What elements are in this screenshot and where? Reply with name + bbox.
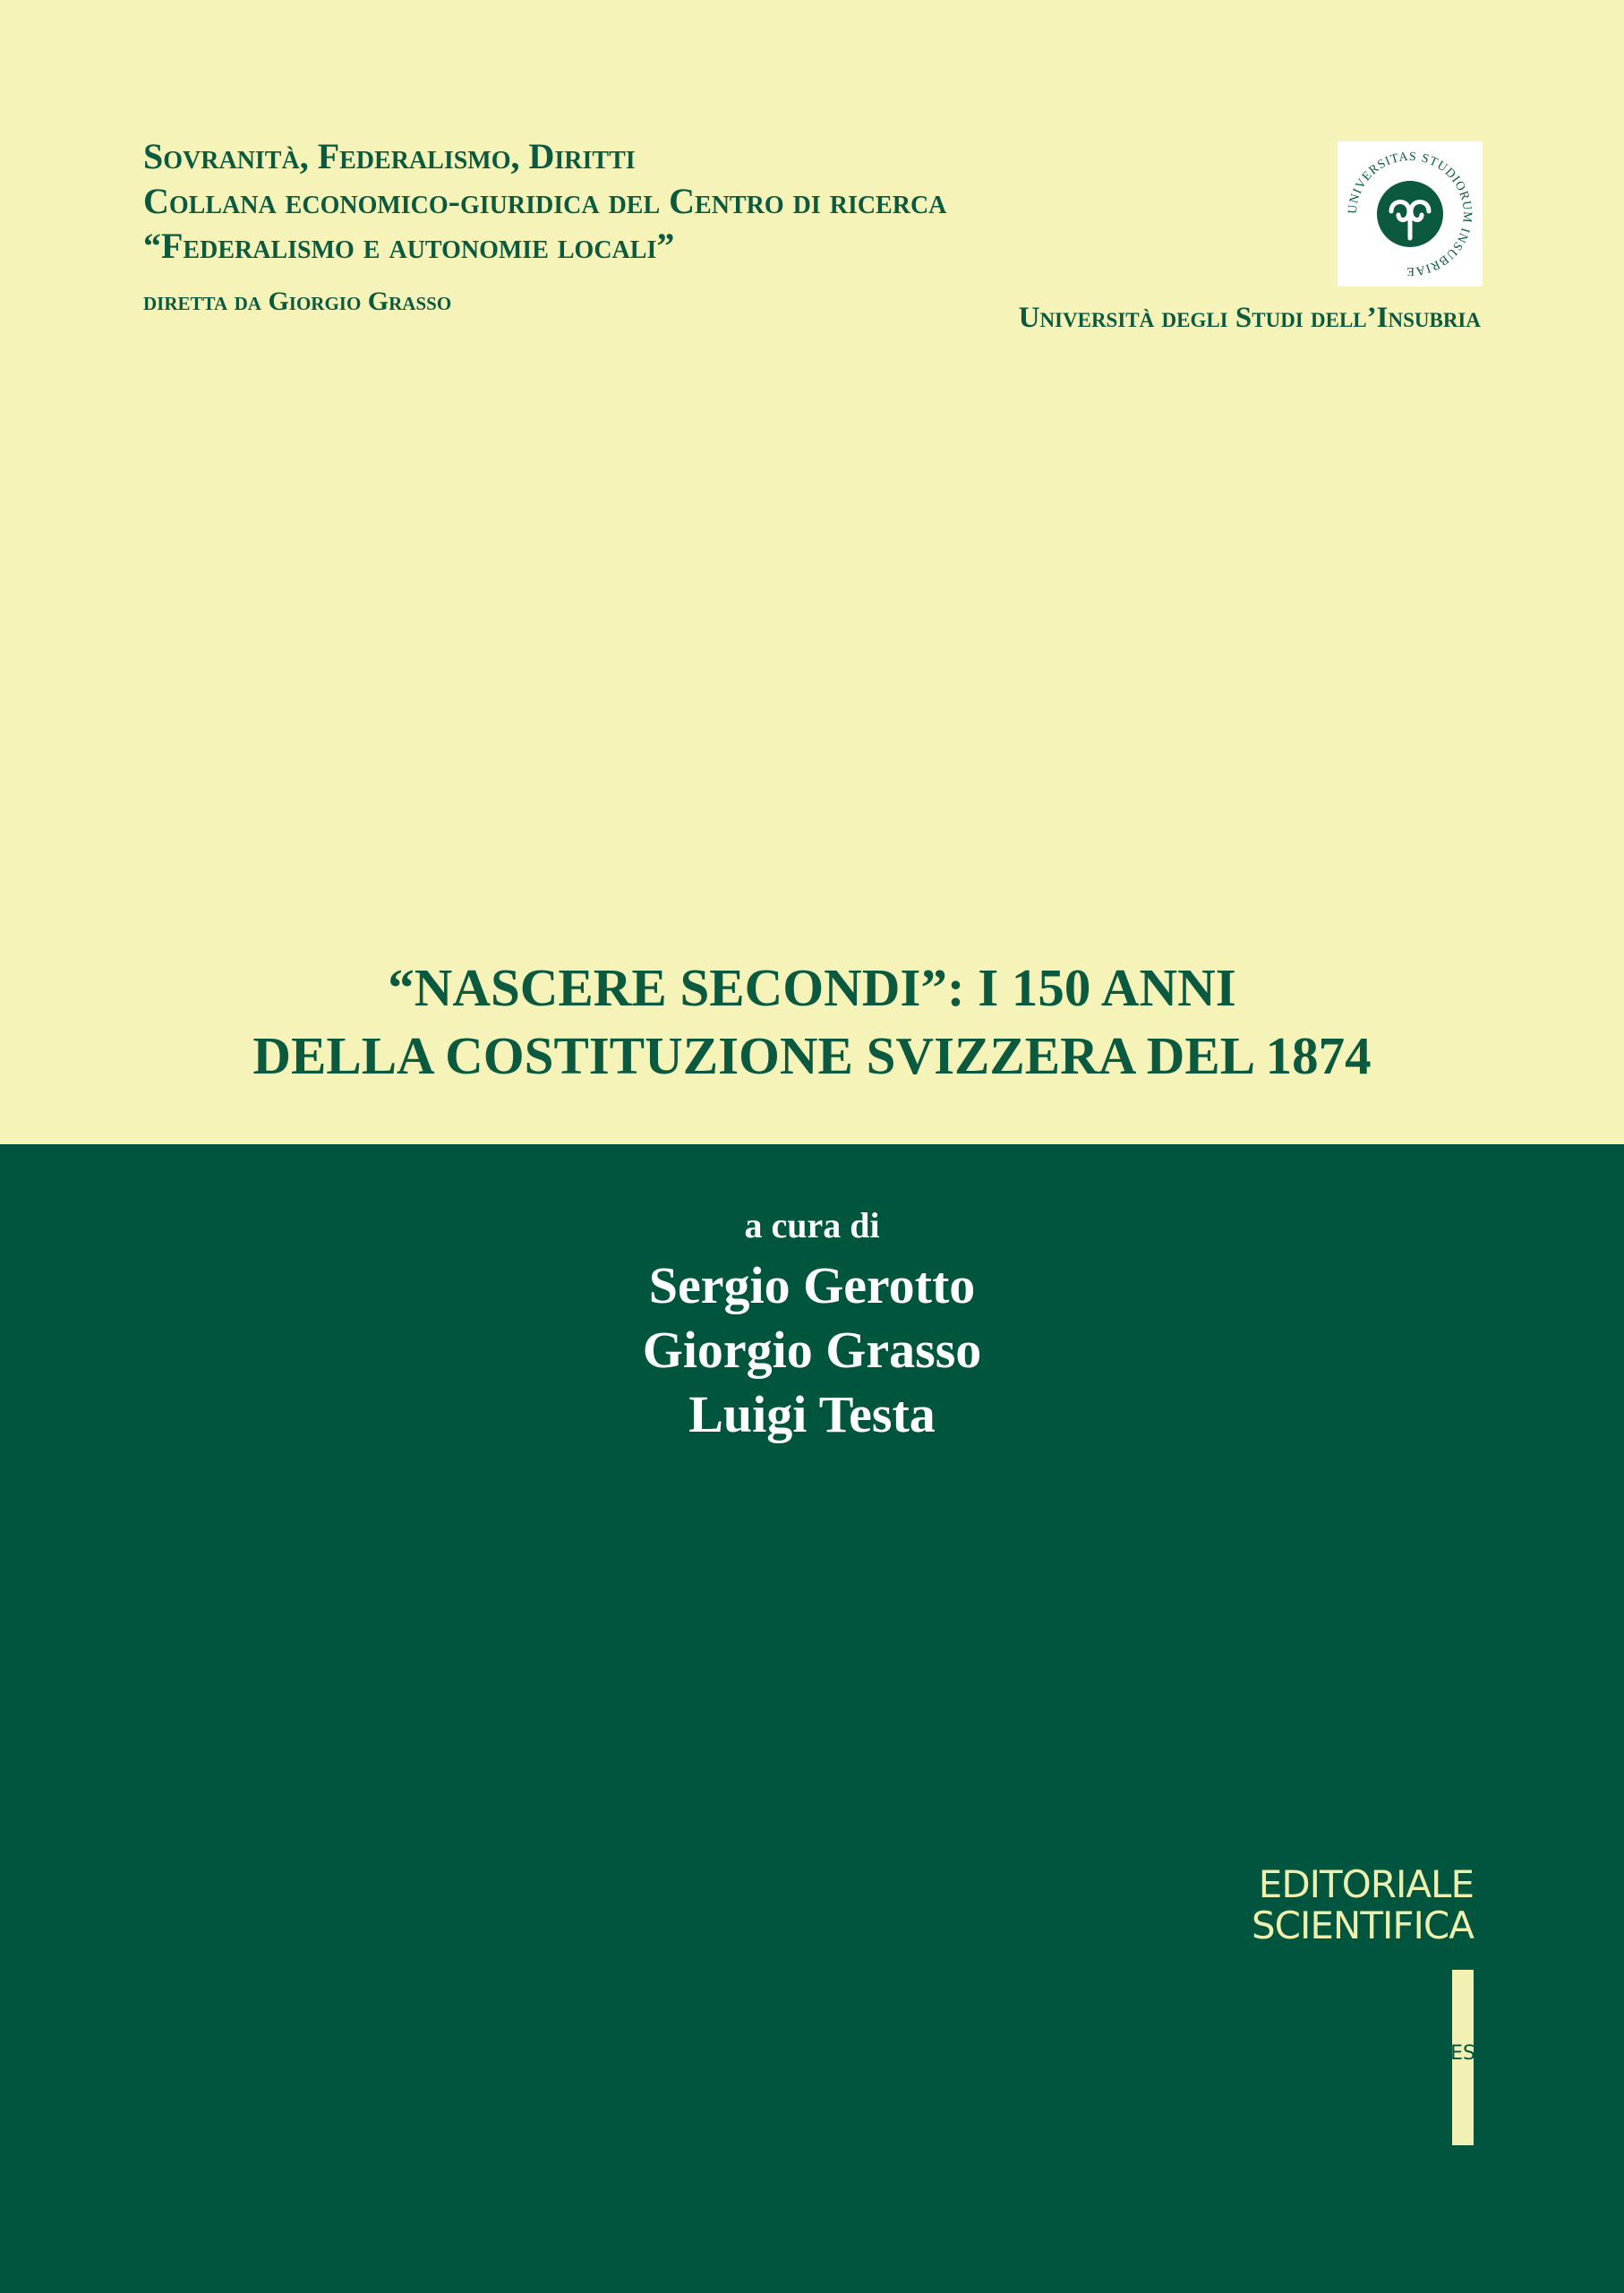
university-name: Università degli Studi dell’Insubria — [1018, 302, 1481, 334]
publisher-mark-text: ES — [1450, 2042, 1475, 2065]
book-title-line-1: “NASCERE SECONDI”: I 150 ANNI — [388, 958, 1236, 1017]
book-title-line-2: DELLA COSTITUZIONE SVIZZERA DEL 1874 — [252, 1026, 1372, 1085]
university-seal-logo — [1338, 141, 1483, 287]
editor-name: Luigi Testa — [688, 1385, 936, 1443]
seal-icon — [1338, 141, 1483, 287]
series-title: Sovranità, Federalismo, Diritti — [143, 136, 636, 176]
publisher-mark-icon — [1452, 1970, 1474, 2145]
series-header — [143, 134, 946, 269]
editor-name: Giorgio Grasso — [642, 1321, 982, 1379]
publisher-name-line-2: SCIENTIFICA — [1252, 1904, 1474, 1947]
editors-list — [0, 1253, 1624, 1447]
publisher-name-line-1: EDITORIALE — [1258, 1862, 1474, 1906]
book-title — [0, 954, 1624, 1090]
series-subtitle: Collana economico-giuridica del Centro di ricerca — [143, 181, 947, 221]
series-research-center: “Federalismo e autonomie locali” — [143, 226, 675, 266]
publisher-logo — [1252, 1864, 1474, 1946]
editor-label: a cura di — [744, 1205, 880, 1245]
series-director: diretta da Giorgio Grasso — [143, 287, 452, 316]
seal-text: UNIVERSITAS STUDIORUM INSUBRIAE — [1346, 150, 1474, 278]
editor-name: Sergio Gerotto — [648, 1256, 976, 1314]
